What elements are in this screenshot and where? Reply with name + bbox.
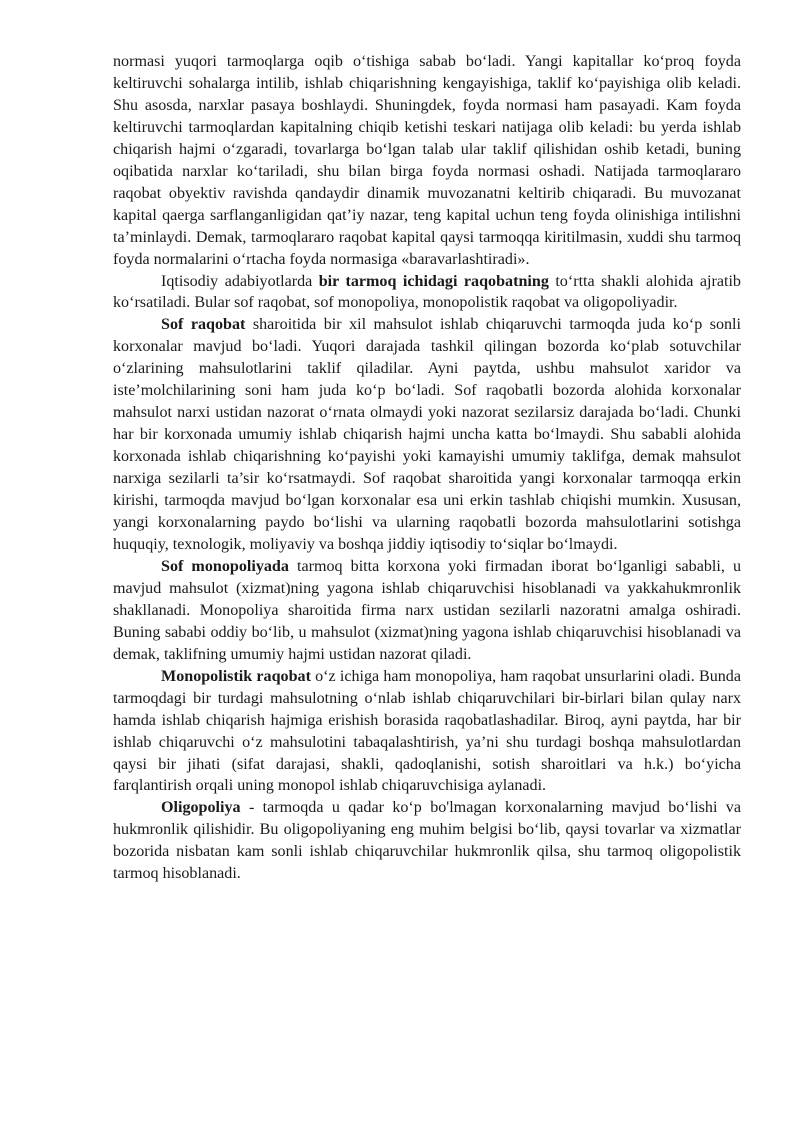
paragraph-text: o‘z ichiga ham monopoliya, ham raqobat unsurlarini oladi. Bunda tarmoqdagi bir turdagi mahsulotning o‘nlab ishlab chiqaruvchilari bir-birlari bilan qulay narx hamda ishlab chiqarish hajmiga erishish borasida raqobatlashadilar. Biroq, ayni paytda, har bir ishlab chiqaruvchi o‘z mahsulotini tabaqalashtirish, ya’ni shu turdagi boshqa mahsulotlardan qaysi bir jihati (sifat darajasi, shakli, qadoqlanishi, sotish sharoitlari va h.k.) bo‘yicha farqlantirish orqali uning monopol ishlab chiqaruvchisiga aylanadi.	[113, 667, 741, 795]
paragraph-competition-forms	[113, 271, 741, 315]
paragraph-text: to‘rtta shakli alohida ajratib ko‘rsatiladi. Bular sof raqobat, sof monopoliya, monopolistik raqobat va oligopoliyadir.	[113, 272, 741, 312]
paragraph-text: Iqtisodiy adabiyotlarda	[161, 272, 319, 290]
document-page	[113, 51, 741, 885]
paragraph-pure-monopoly	[113, 556, 741, 666]
bold-term: Sof monopoliyada	[161, 557, 289, 575]
paragraph-text: normasi yuqori tarmoqlarga oqib o‘tishiga sabab bo‘ladi. Yangi kapitallar ko‘proq foyda keltiruvchi sohalarga intilib, ishlab chiqarishning kengayishiga, taklif ko‘payishiga olib keladi. Shu asosda, narxlar pasaya boshlaydi. Shuningdek, foyda normasi ham pasayadi. Kam foyda keltiruvchi tarmoqlardan kapitalning chiqib ketishi teskari natijaga olib keladi: bu yerda ishlab chiqarish hajmi o‘zgaradi, tovarlarga bo‘lgan talab ular taklif qilishidan oshib ketadi, buning oqibatida narxlar ko‘tariladi, shu bilan birga foyda normasi oshadi. Natijada tarmoqlararo raqobat obyektiv ravishda qandaydir dinamik muvozanatni keltirib chiqaradi. Bu muvozanat kapital qaerga sarflanganligidan qat’iy nazar, teng kapital uchun teng foyda olinishiga intilishni ta’minlaydi. Demak, tarmoqlararo raqobat kapital qaysi tarmoqqa kiritilmasin, xuddi shu tarmoq foyda normalarini o‘rtacha foyda normasiga «baravarlashtiradi».	[113, 53, 741, 268]
bold-term: Oligopoliya	[161, 799, 241, 817]
paragraph-text: tarmoq bitta korxona yoki firmadan iborat bo‘lganligi sababli, u mavjud mahsulot (xizmat)ning yagona ishlab chiqaruvchisi hisoblanadi va yakkahukmronlik shakllanadi. Monopoliya sharoitida firma narx ustidan sezilarli nazoratni amalga oshiradi. Buning sababi oddiy bo‘lib, u mahsulot (xizmat)ning yagona ishlab chiqaruvchisi hisoblanadi va demak, taklifning umumiy hajmi ustidan nazorat qiladi.	[113, 557, 741, 663]
paragraph-pure-competition	[113, 314, 741, 555]
bold-term: Monopolistik raqobat	[161, 667, 311, 685]
bold-term: bir tarmoq ichidagi raqobatning	[318, 272, 549, 290]
paragraph-text: sharoitida bir xil mahsulot ishlab chiqaruvchi tarmoqda juda ko‘p sonli korxonalar mavjud bo‘ladi. Yuqori darajada tashkil qilingan bozorda ko‘plab sotuvchilar o‘zlarining mahsulotlarini taklif qiladilar. Ayni paytda, ushbu mahsulot xaridor va iste’molchilarining soni ham juda ko‘p bo‘ladi. Sof raqobatli bozorda alohida korxonalar mahsulot narxi ustidan nazorat o‘rnata olmaydi yoki nazorat sezilarsiz darajada bo‘ladi. Chunki har bir korxonada umumiy ishlab chiqarish hajmi uncha katta bo‘lmaydi. Shu sababli alohida korxonada ishlab chiqarishning ko‘payishi yoki kamayishi umumiy taklifga, demak mahsulot narxiga sezilarli ta’sir ko‘rsatmaydi. Sof raqobat sharoitida yangi korxonalar tarmoqqa erkin kirishi, tarmoqda mavjud bo‘lgan korxonalar esa uni erkin tashlab chiqishi mumkin. Xususan, yangi korxonalarning paydo bo‘lishi va ularning raqobatli bozorda mahsulotlarini sotishga huquqiy, texnologik, moliyaviy va boshqa jiddiy iqtisodiy to‘siqlar bo‘lmaydi.	[113, 316, 742, 553]
paragraph-text: - tarmoqda u qadar ko‘p bo'lmagan korxonalarning mavjud bo‘lishi va hukmronlik qilishidir. Bu oligopoliyaning eng muhim belgisi bo‘lib, qaysi tovarlar va xizmatlar bozorida nisbatan kam sonli ishlab chiqaruvchilar hukmronlik qilsa, shu tarmoq oligopolistik tarmoq hisoblanadi.	[113, 799, 741, 883]
bold-term: Sof raqobat	[161, 316, 246, 334]
paragraph-monopolistic-competition	[113, 666, 741, 798]
paragraph-intertarmoq-competition	[113, 51, 741, 271]
paragraph-oligopoly	[113, 797, 741, 885]
